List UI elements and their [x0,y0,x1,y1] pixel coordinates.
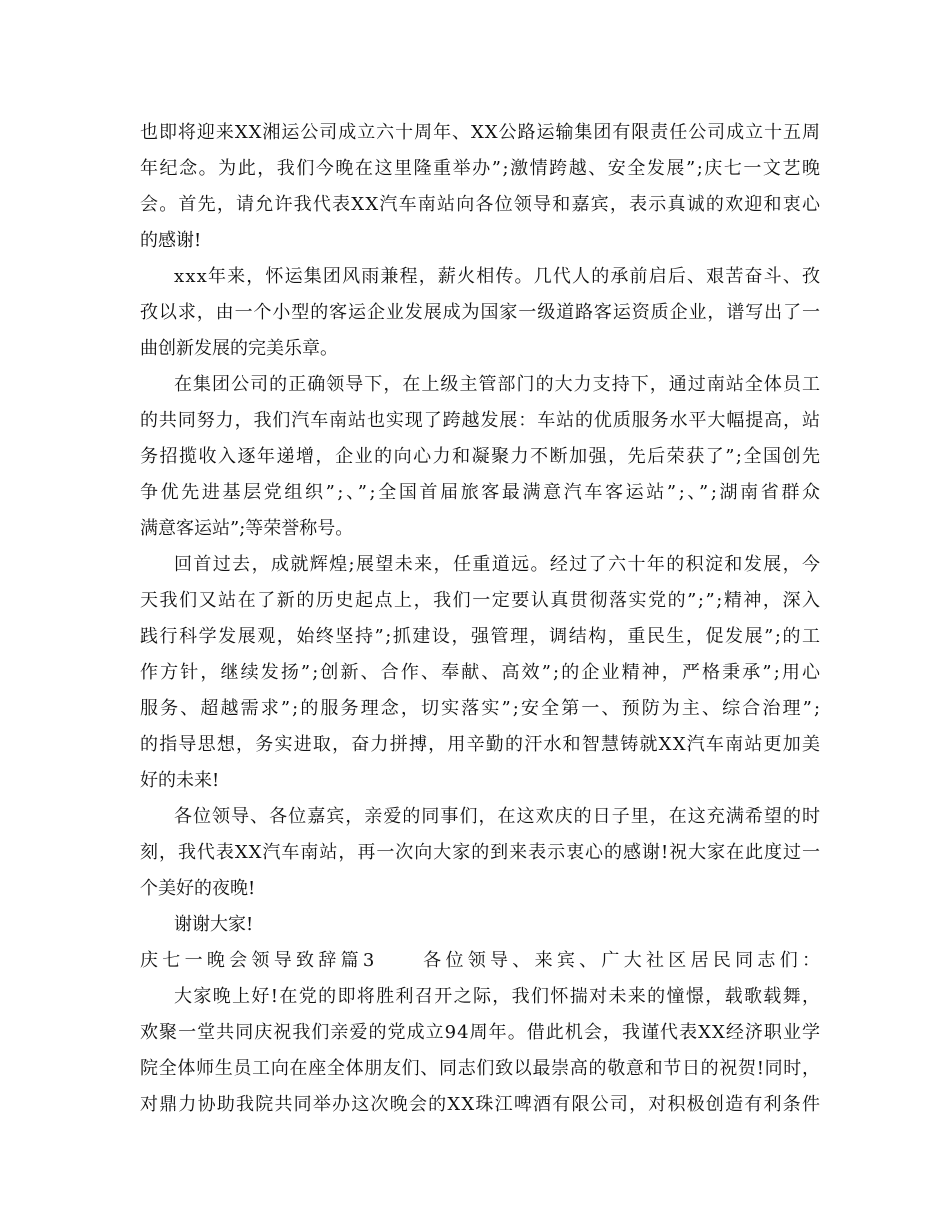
text-line: 会。首先，请允许我代表XX汽车南站向各位领导和嘉宾，表示真诚的欢迎和衷心 [140,194,822,215]
text-line: 在集团公司的正确领导下，在上级主管部门的大力支持下，通过南站全体员工 [174,374,822,395]
text-line: 的共同努力，我们汽车南站也实现了跨越发展：车站的优质服务水平大幅提高，站 [140,410,821,431]
text-line: 各位领导、各位嘉宾，亲爱的同事们，在这欢庆的日子里，在这充满希望的时 [174,806,822,827]
text-line: 好的未来! [140,770,220,791]
text-line: 天我们又站在了新的历史起点上，我们一定要认真贯彻落实党的”;”;精神，深入 [140,590,822,611]
text-line: 孜以求，由一个小型的客运企业发展成为国家一级道路客运资质企业，谱写出了一 [140,302,821,323]
text-line: 务招揽收入逐年递增，企业的向心力和凝聚力不断加强，先后荣获了”;全国创先 [140,446,822,467]
text-line: 践行科学发展观，始终坚持”;抓建设，强管理，调结构，重民生，促发展”;的工 [140,626,822,647]
text-line: 的指导思想，务实进取，奋力拼搏，用辛勤的汗水和智慧铸就XX汽车南站更加美 [140,734,822,755]
text-line: 对鼎力协助我院共同举办这次晚会的XX珠江啤酒有限公司，对积极创造有利条件 [140,1094,822,1115]
text-line: 曲创新发展的完美乐章。 [140,338,338,359]
text-line: 作方针，继续发扬”;创新、合作、奉献、高效”;的企业精神，严格秉承”;用心 [140,662,823,683]
text-line: 欢聚一堂共同庆祝我们亲爱的党成立94周年。借此机会，我谨代表XX经济职业学 [140,1022,822,1043]
text-line: 回首过去，成就辉煌;展望未来，任重道远。经过了六十年的积淀和发展，今 [174,554,822,575]
text-line: xxx年来，怀运集团风雨兼程，薪火相传。几代人的承前启后、艰苦奋斗、孜 [174,266,822,287]
text-line: 庆七一晚会领导致辞篇3 各位领导、来宾、广大社区居民同志们： [140,950,825,971]
text-line: 年纪念。为此，我们今晚在这里隆重举办”;激情跨越、安全发展”;庆七一文艺晚 [140,158,822,179]
text-line: 院全体师生员工向在座全体朋友们、同志们致以最崇高的敬意和节日的祝贺!同时， [140,1058,821,1079]
text-line: 大家晚上好!在党的即将胜利召开之际，我们怀揣对未来的憧憬，载歌载舞， [174,986,822,1007]
document-body [140,115,825,1123]
text-line: 个美好的夜晚! [140,878,256,899]
text-line: 服务、超越需求”;的服务理念，切实落实”;安全第一、预防为主、综合治理”; [140,698,823,719]
text-line: 谢谢大家! [174,914,254,935]
text-line: 的感谢! [140,230,202,251]
text-line: 也即将迎来XX湘运公司成立六十周年、XX公路运输集团有限责任公司成立十五周 [140,122,821,143]
text-line: 争优先进基层党组织”;、”;全国首届旅客最满意汽车客运站”;、”;湖南省群众 [140,482,823,503]
text-line: 刻，我代表XX汽车南站，再一次向大家的到来表示衷心的感谢!祝大家在此度过一 [140,842,821,863]
text-line: 满意客运站”;等荣誉称号。 [140,518,354,539]
